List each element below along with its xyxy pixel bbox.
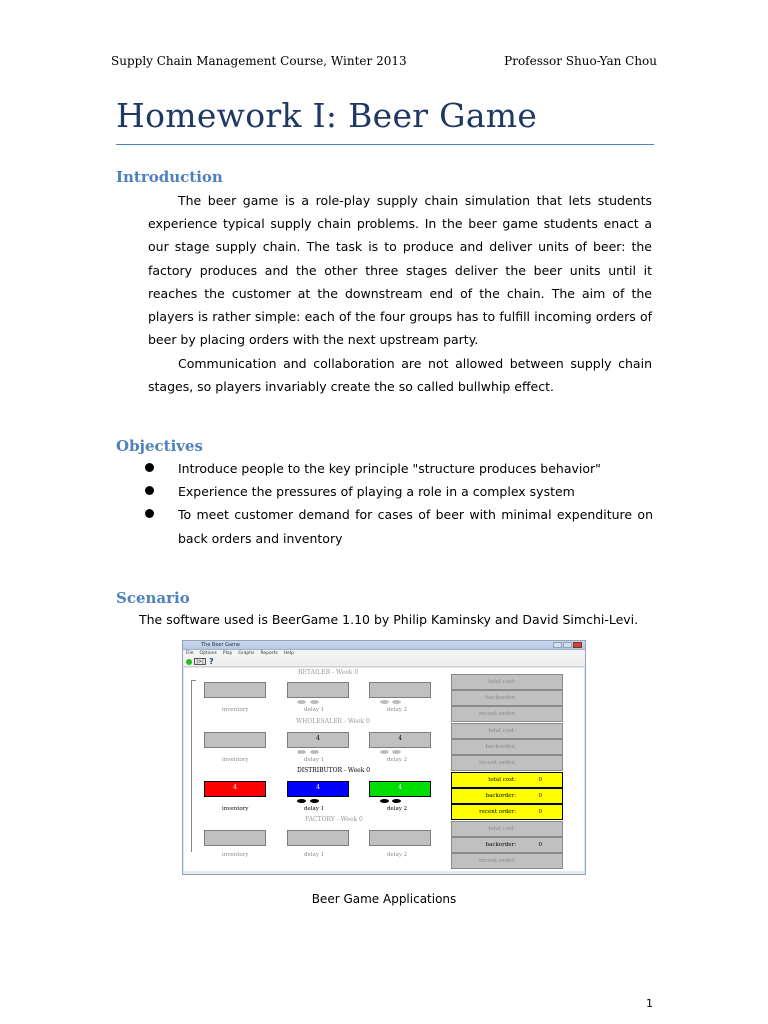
retailer-inventory-label: inventory	[222, 707, 249, 713]
menu-file[interactable]: File	[186, 651, 194, 656]
order-token	[310, 799, 319, 803]
bullet-icon	[145, 463, 154, 472]
maximize-icon[interactable]	[563, 642, 572, 648]
window-controls	[553, 642, 582, 648]
wholesaler-backorder: backorder:	[451, 739, 563, 755]
factory-total-cost: total cost:	[451, 821, 563, 837]
menu-help[interactable]: Help	[283, 651, 294, 656]
distributor-inventory-box: 4	[204, 781, 266, 797]
order-token	[380, 750, 389, 754]
wholesaler-delay1-label: delay 1	[304, 757, 325, 763]
objective-item	[145, 480, 653, 503]
factory-inventory-box	[204, 830, 266, 846]
wholesaler-delay1-box: 4	[287, 732, 349, 748]
help-icon[interactable]: ?	[209, 657, 214, 666]
order-token	[310, 750, 319, 754]
order-token	[310, 700, 319, 704]
beer-game-screenshot	[182, 640, 586, 875]
wholesaler-delay2-label: delay 2	[387, 757, 408, 763]
wholesaler-title: WHOLESALER - Week 0	[296, 718, 370, 725]
retailer-recent-order: recent order:	[451, 706, 563, 722]
distributor-inventory-label: inventory	[222, 806, 249, 812]
close-icon[interactable]	[573, 642, 582, 648]
page-title: Homework I: Beer Game	[116, 96, 538, 135]
distributor-recent-order: recent order: 0	[451, 804, 563, 820]
factory-delay2-box	[369, 830, 431, 846]
distributor-delay1-label: delay 1	[304, 806, 325, 812]
factory-title: FACTORY - Week 0	[305, 816, 363, 823]
distributor-total-cost: total cost: 0	[451, 772, 563, 788]
scenario-heading: Scenario	[116, 589, 190, 607]
distributor-delay2-label: delay 2	[387, 806, 408, 812]
factory-inventory-label: inventory	[222, 852, 249, 858]
objective-text: Experience the pressures of playing a role in a complex system	[178, 484, 575, 500]
play-icon[interactable]	[186, 659, 192, 665]
wholesaler-inventory-label: inventory	[222, 757, 249, 763]
skip-button[interactable]: |>|	[194, 658, 206, 665]
wholesaler-delay2-box: 4	[369, 732, 431, 748]
introduction-heading: Introduction	[116, 168, 223, 186]
objectives-heading: Objectives	[116, 437, 203, 455]
menu-options[interactable]: Options	[199, 651, 217, 656]
introduction-paragraph-1: The beer game is a role-play supply chain simulation that lets students experience typical supply chain problems. In the beer game students enact a our stage supply chain. The task is to produce and deliver units of beer: the factory produces and the other three stages deliver the beer units until it reaches the customer at the downstream end of the chain. The aim of the players is rather simple: each of the four groups has to fulfill incoming orders of beer by placing orders with the next upstream party.	[148, 193, 652, 348]
retailer-delay2-label: delay 2	[387, 707, 408, 713]
distributor-delay2-box: 4	[369, 781, 431, 797]
header-professor: Professor Shuo-Yan Chou	[504, 54, 657, 68]
app-menubar	[183, 650, 585, 657]
menu-graphs[interactable]: Graphs	[238, 651, 255, 656]
distributor-title: DISTRIBUTOR - Week 0	[297, 767, 371, 774]
objective-text: To meet customer demand for cases of beer with minimal expenditure on back orders and inventory	[178, 507, 653, 546]
bullet-icon	[145, 509, 154, 518]
retailer-delay1-box	[287, 682, 349, 698]
factory-delay1-label: delay 1	[304, 852, 325, 858]
order-token	[380, 799, 389, 803]
objectives-list	[145, 457, 653, 550]
menu-reports[interactable]: Reports	[260, 651, 278, 656]
scenario-text: The software used is BeerGame 1.10 by Philip Kaminsky and David Simchi-Levi.	[139, 612, 639, 627]
factory-backorder: backorder: 0	[451, 837, 563, 853]
bullet-icon	[145, 486, 154, 495]
order-token	[392, 799, 401, 803]
wholesaler-inventory-box	[204, 732, 266, 748]
page-number: 1	[646, 997, 653, 1010]
order-token	[297, 750, 306, 754]
distributor-backorder: backorder: 0	[451, 788, 563, 804]
order-token	[380, 700, 389, 704]
retailer-title: RETAILER - Week 0	[298, 669, 359, 676]
objective-item	[145, 457, 653, 480]
menu-play[interactable]: Play	[222, 651, 233, 656]
factory-delay2-label: delay 2	[387, 852, 408, 858]
factory-recent-order: recent order:	[451, 853, 563, 869]
retailer-delay2-box	[369, 682, 431, 698]
wholesaler-recent-order: recent order:	[451, 755, 563, 771]
wholesaler-total-cost: total cost:	[451, 723, 563, 739]
objective-item	[145, 503, 653, 549]
order-token	[392, 700, 401, 704]
flow-line	[191, 680, 196, 681]
order-token	[297, 799, 306, 803]
flow-line	[191, 680, 192, 852]
order-token	[297, 700, 306, 704]
game-board	[184, 668, 584, 875]
order-token	[392, 750, 401, 754]
introduction-paragraph-2: Communication and collaboration are not allowed between supply chain stages, so players invariably create the so called bullwhip effect.	[148, 356, 652, 395]
app-toolbar	[183, 657, 585, 667]
minimize-icon[interactable]	[553, 642, 562, 648]
distributor-delay1-box: 4	[287, 781, 349, 797]
objective-text: Introduce people to the key principle "structure produces behavior"	[178, 461, 601, 476]
factory-delay1-box	[287, 830, 349, 846]
retailer-backorder: backorder:	[451, 690, 563, 706]
header-course: Supply Chain Management Course, Winter 2013	[111, 54, 407, 68]
retailer-inventory-box	[204, 682, 266, 698]
retailer-total-cost: total cost:	[451, 674, 563, 690]
title-underline	[116, 144, 654, 145]
retailer-delay1-label: delay 1	[304, 707, 325, 713]
figure-caption: Beer Game Applications	[311, 892, 457, 906]
app-window-title: The Beer Game	[201, 642, 241, 648]
app-statusbar	[184, 871, 584, 874]
app-titlebar	[183, 641, 585, 650]
